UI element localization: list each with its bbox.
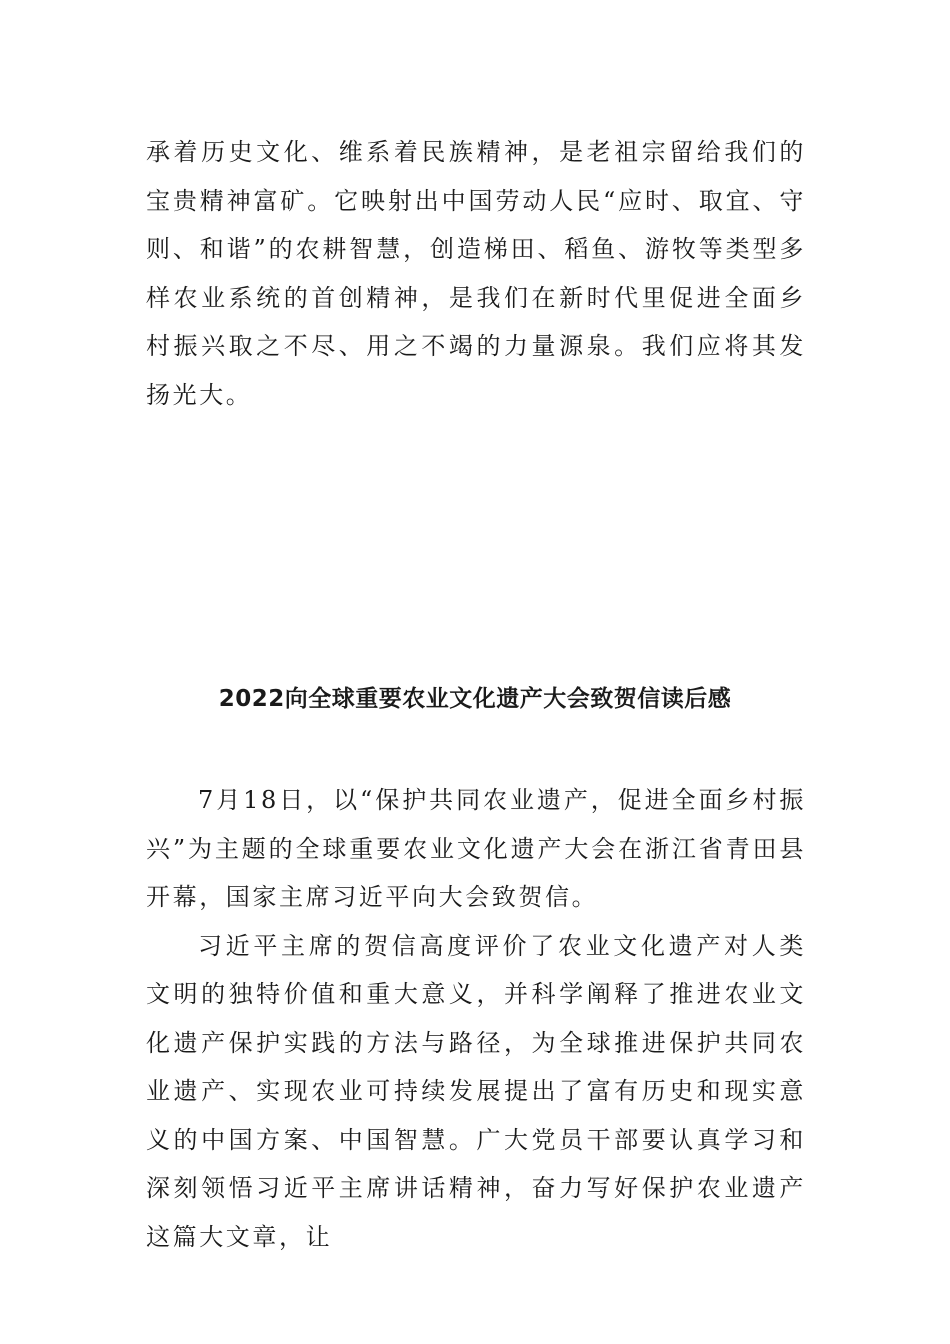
body-paragraph-1: 7月18日，以“保护共同农业遗产，促进全面乡村振兴”为主题的全球重要农业文化遗产大会在浙江省青田县开幕，国家主席习近平向大会致贺信。 [146,786,806,911]
continuation-section [146,128,806,419]
title-section [0,680,950,713]
continuation-paragraph: 承着历史文化、维系着民族精神，是老祖宗留给我们的宝贵精神富矿。它映射出中国劳动人民“应时、取宜、守则、和谐”的农耕智慧，创造梯田、稻鱼、游牧等类型多样农业系统的首创精神，是我们在新时代里促进全面乡村振兴取之不尽、用之不竭的力量源泉。我们应将其发扬光大。 [146,138,806,409]
body-section [146,776,806,1261]
body-paragraph-2: 习近平主席的贺信高度评价了农业文化遗产对人类文明的独特价值和重大意义，并科学阐释了推进农业文化遗产保护实践的方法与路径，为全球推进保护共同农业遗产、实现农业可持续发展提出了富有历史和现实意义的中国方案、中国智慧。广大党员干部要认真学习和深刻领悟习近平主席讲话精神，奋力写好保护农业遗产这篇大文章，让 [146,931,806,1251]
document-title: 2022向全球重要农业文化遗产大会致贺信读后感 [218,686,732,712]
